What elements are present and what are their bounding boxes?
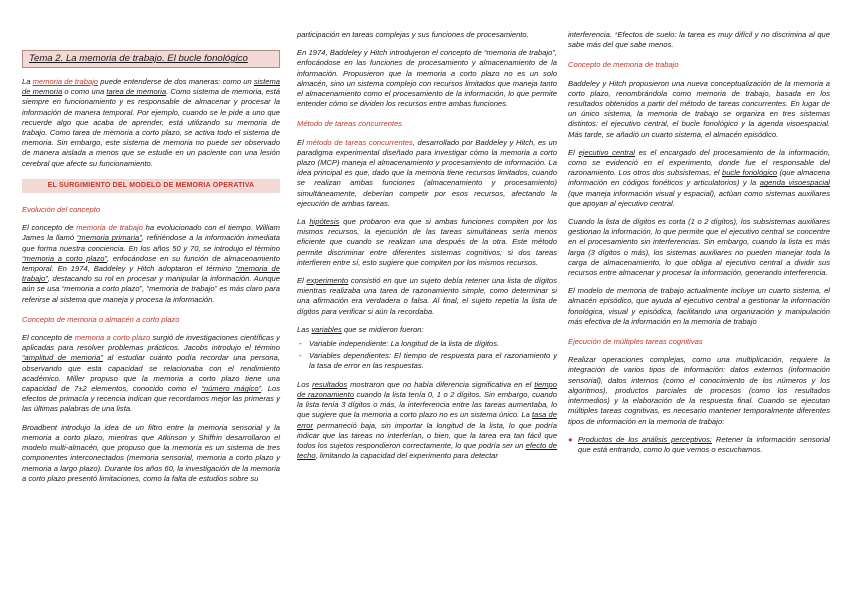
term-tarea-de-memoria: tarea de memoria [106, 87, 167, 97]
p1974-paragraph: En 1974, Baddeley y Hitch introdujeron el concepto de “memoria de trabajo”, enfocándose en las funciones de procesamiento y almacenamiento de la información. Propusieron que la memoria a corto plazo no es un solo almacén, sino un sistema complejo con recursos limitados que maneja tanto el almacenamiento como el procesamiento de la información, lo que permite entender cómo se dividen los recursos entre ambas funciones. [297, 48, 557, 109]
experimento-paragraph: El experimento consistió en que un sujeto debía retener una lista de dígitos mientras realizaba una tarea de razonamiento simple, como determinar si una afirmación era verdadera o falsa. Al final, el sujeto repetía la lista de dígitos para verificar si aún la recordaba. [297, 276, 557, 316]
column-1 [22, 0, 280, 492]
continuation-paragraph: interferencia. *Efectos de suelo: la tarea es muy difícil y no discrimina al que sabe más del que sabe menos. [568, 30, 830, 50]
term-sistema-de-memoria: sistema de memoria [22, 77, 280, 97]
column-2 [297, 30, 557, 469]
bullet-item: ● Productos de los análisis perceptivos: Retener la información sensorial que está entrando, como lo que vemos o escuchamos. [568, 434, 830, 454]
subheading-memoria-trabajo: Concepto de memoria de trabajo [568, 60, 679, 70]
title-text: Tema 2. La memoria de trabajo. El bucle fonológico [29, 53, 248, 64]
mtc-paragraph: El método de tareas concurrentes, desarrollado por Baddeley y Hitch, es un paradigma experimental diseñado para investigar cómo la memoria a corto plazo (MCP) maneja el almacenamiento y procesamiento de información. La idea principal es que, dado que la memoria tiene recursos limitados, cuando se realizan ambas funciones (almacenamiento y procesamiento) simultáneamente, deberían competir por esos recursos, afectando la ejecución de ambas tareas. [297, 137, 557, 208]
hipotesis-paragraph: La hipótesis que probaron era que si ambas funciones compiten por los mismos recursos, la ejecución de las tareas simultáneas sería menos eficiente que cuando se realizan una después de la otra. Este método permite discriminar entre diferentes sistemas cognitivos; si dos tareas interfieren entre sí, esto sugiere que compiten por los mismos recursos. [297, 217, 558, 267]
subheading-corto-plazo: Concepto de memoria o almacén a corto plazo [22, 314, 180, 324]
variables-list [297, 339, 557, 372]
resultados-paragraph: Los resultados mostraron que no había diferencia significativa en el tiempo de razonamiento cuando la lista tenía 0, 1 o 2 dígitos. Sin embargo, cuando la lista tenía 3 dígitos o más, la interferencia entre las tareas aumentaba, lo que sugiere que la memoria a corto plazo no es un sistema único. La tasa de error permaneció baja, sin importar la longitud de la lista, lo que podría indicar que las tareas no interferían, o bien, que la tarea era tan fácil que todos los sujetos respondieron correctamente, lo que podría ser un efecto de techo, limitando la capacidad del experimento para detectar [297, 379, 557, 461]
bullet-dot-icon: ● [568, 434, 573, 444]
list-item: - Variable independiente: La longitud de la lista de dígitos. [297, 339, 557, 349]
subheading-multiples-tareas: Ejecución de múltiples tareas cognitivas [568, 337, 703, 347]
ejecutivo-paragraph: El ejecutivo central es el encargado del procesamiento de la información, como se evidenció en el experimento, donde fue el responsable del razonamiento. Los otros dos subsistemas, el bucle fonológico (que almacena información en códigos fonéticos y articulatorios) y la agenda visoespacial (que maneja información visual y espacial), actúan como sistemas auxiliares que apoyan al ejecutivo central. [568, 147, 830, 208]
subheading-tareas-concurrentes: Método de tareas concurrentes [297, 119, 403, 129]
page-title [22, 50, 280, 68]
term-memoria-de-trabajo: memoria de trabajo [32, 77, 99, 86]
mcp-paragraph: El concepto de memoria a corto plazo surgió de investigaciones científicas y aplicadas para resolver problemas prácticos. Jacobs introdujo el término “amplitud de memoria” al estudiar cuánto podía recordar una persona, observando que esta capacidad se relacionaba con el rendimiento académico. Miller propuso que la memoria a corto plazo tiene una capacidad de 7±2 elementos, conocido como el “número mágico”. Los efectos de primacía y recencia indican que recordamos mejor las primeras y las últimas palabras de una lista. [22, 333, 280, 414]
continuation-paragraph: participación en tareas complejas y sus funciones de procesamiento. [297, 30, 529, 39]
multi-paragraph: Realizar operaciones complejas, como una multiplicación, requiere la integración de varios tipos de información: datos externos (información sensorial), datos internos (como el conocimiento de los números y los algoritmos), productos parciales de procesos (como los resultados intermedios) y la elaboración de la respuesta final. Cuando se ejecutan múltiples tareas cognitivas, es necesario mantener temporalmente diferentes tipos de información en la memoria de trabajo: [568, 355, 830, 426]
modelo-paragraph: El modelo de memoria de trabajo actualmente incluye un cuarto sistema, el almacén episódico, que ayuda al ejecutivo central a gestionar la información fonológica, visual y episódica, facilitando una organización y manipulación más efectiva de la información en la memoria de trabajo [568, 286, 830, 326]
list-item: - Variables dependientes: El tiempo de respuesta para el razonamiento y la tasa de error en las respuestas. [297, 351, 557, 371]
broadbent-paragraph: Broadbent introdujo la idea de un filtro entre la memoria sensorial y la memoria a corto plazo, mientras que Atkinson y Shiffrin desarrollaron el modelo multi-almacén, que propuso que la memoria es un sistema de tres componentes interconectados (memoria sensorial, memoria a corto plazo y memoria a largo plazo). Durante los años 60, la investigación de la memoria a corto plazo presentó limitaciones, como la falta de estudios sobre su [22, 422, 280, 483]
lista-paragraph: Cuando la lista de dígitos es corta (1 o 2 dígitos), los subsistemas auxiliares gestionan la información, lo que permite que el ejecutivo central se concentre en el procesamiento sin interferencias. Sin embargo, cuando la lista es más larga (3 dígitos o más), los sistemas auxiliares no pueden manejar toda la carga de almacenamiento, lo que obliga al ejecutivo central a dividir sus recursos entre almacenar y procesar la información, generando interferencia. [568, 217, 830, 278]
subheading-evolucion: Evolución del concepto [22, 205, 101, 215]
intro-paragraph: La memoria de trabajo puede entenderse de dos maneras: como un sistema de memoria o como una tarea de memoria. Como sistema de memoria, está siempre en funcionamiento y es responsable de almacenar y procesar la información de manera temporal. Por ejemplo, cuando se le pide a uno que recuerde algo que acaba de aprender, está utilizando su memoria de trabajo. Como tarea de memoria a corto plazo, se activa todo el sistema de memoria. Sin embargo, este sistema de memoria no puede ser observado de manera aislada a menos que se estudie en un paciente con una lesión cerebral que afecte su funcionamiento. [22, 77, 281, 168]
section-heading: EL SURGIMIENTO DEL MODELO DE MEMORIA OPERATIVA [22, 179, 280, 193]
evolucion-paragraph: El concepto de memoria de trabajo ha evolucionado con el tiempo. William James la llamó “memoria primaria”, refiriéndose a la información inmediata que forma nuestra conciencia. En los años 50 y 70, se introdujo el término “memoria a corto plazo”, enfocándose en su función de almacenamiento temporal. En 1974, Baddeley y Hitch adoptaron el término “memoria de trabajo”, destacando su rol en procesar y manipular la información. Aunque aún se usa “memoria a corto plazo”, “memoria de trabajo” es más claro para referirse al sistema que maneja y procesa la información. [22, 223, 280, 304]
column-3 [568, 30, 830, 455]
bh-paragraph: Baddeley y Hitch propusieron una nueva conceptualización de la memoria a corto plazo, renombrándola como memoria de trabajo, basada en los resultados obtenidos a partir del método de tareas concurrentes. En lugar de un único sistema, la memoria de trabajo se organiza en tres sistemas distintos: el ejecutivo central, el bucle fonológico y la agenda visoespacial. Más tarde, se añadió un cuarto sistema, el almacén episódico. [568, 78, 830, 139]
variables-intro: Las variables que se midieron fueron: [297, 324, 424, 334]
